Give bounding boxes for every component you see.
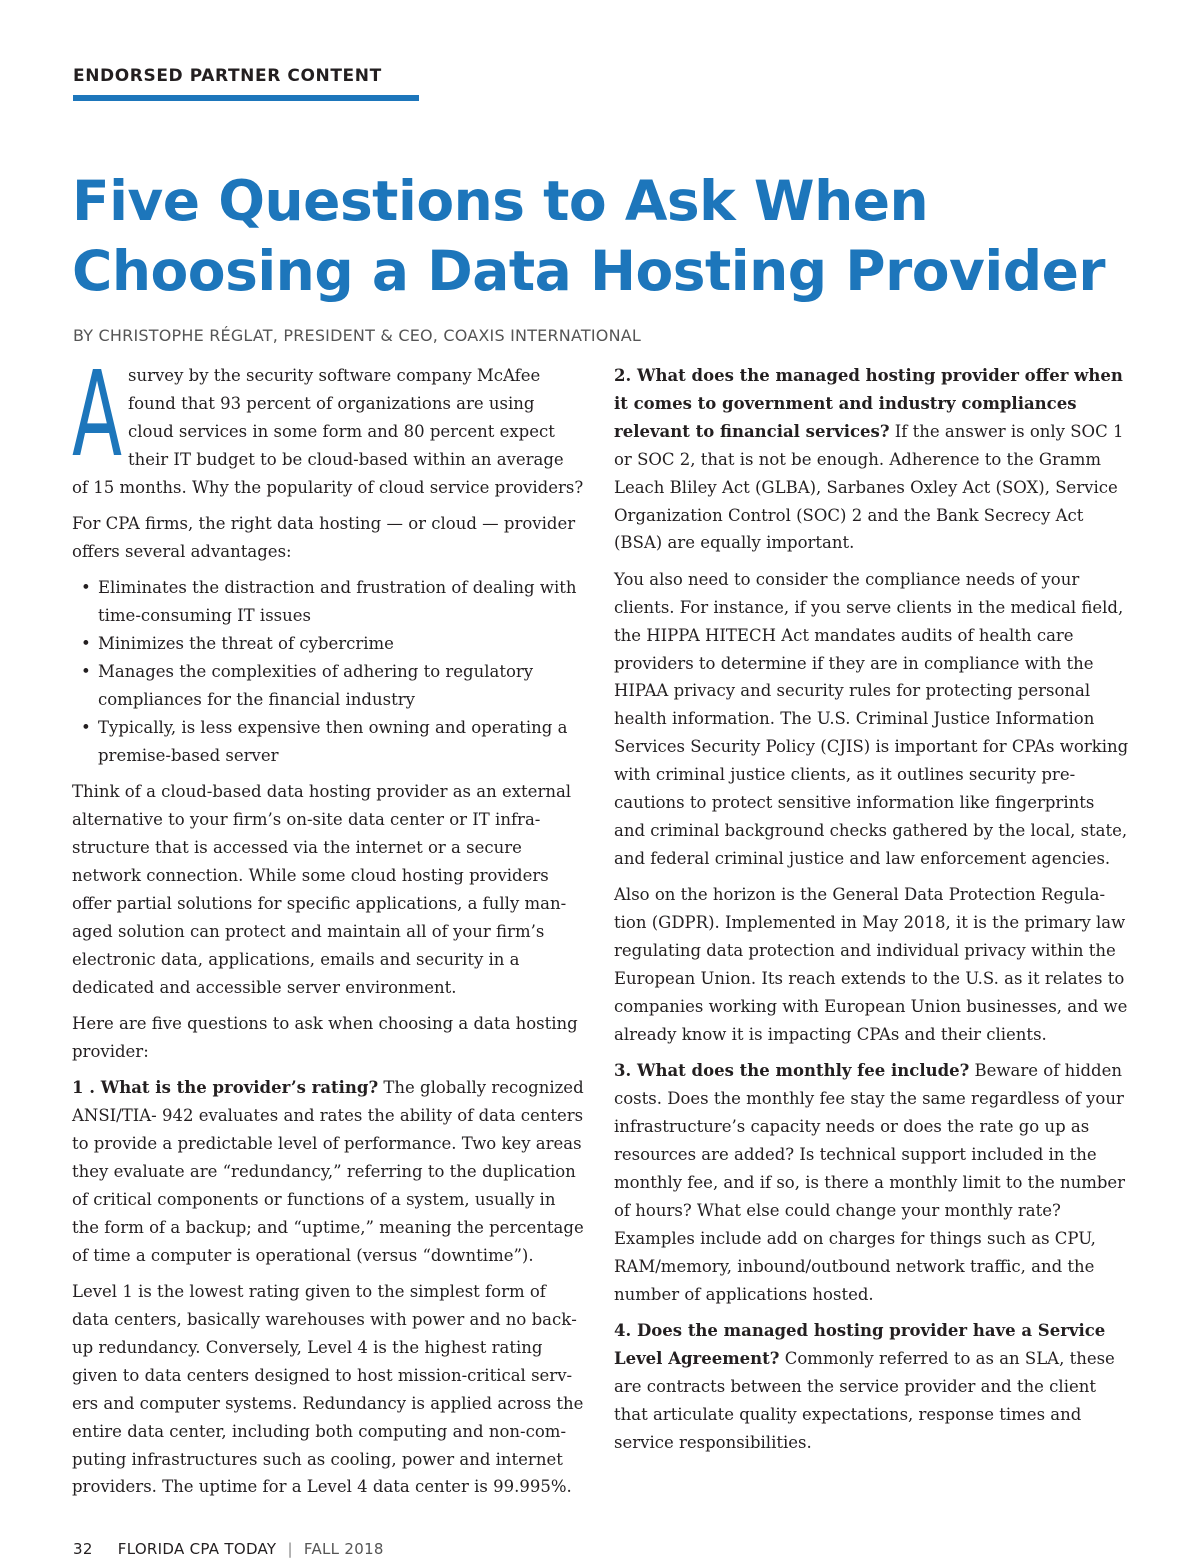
right-column xyxy=(614,362,1130,1465)
list-item: • Minimizes the threat of cybercrime xyxy=(72,630,584,658)
question-3-text: Beware of hidden costs. Does the monthly fee stay the same regardless of your infrastructure’s capacity needs or does the rate go up as resources are added? Is technical support included in the monthly fee, and if so, is there a monthly limit to the number of hours? What else could change your monthly rate? Examples include add on charges for things such as CPU, RAM/memory, inbound/outbound network traffic, and the number of applications hosted. xyxy=(614,1061,1126,1304)
footer-separator: | xyxy=(287,1540,293,1558)
here-paragraph: Here are five questions to ask when choosing a data hosting provider: xyxy=(72,1013,578,1061)
level-paragraph: Level 1 is the lowest rating given to the simplest form of data centers, basically warehouses with power and no backup redundancy. Conversely, Level 4 is the highest rating given to data centers designed to host mission-critical servers and computer systems. Redundancy is applied across the entire data center, including both computing and non-computing infrastructures such as cooling, power and internet providers. The uptime for a Level 4 data center is 99.995%. xyxy=(72,1282,584,1497)
question-2-heading: 2. What does the managed hosting provider offer when it comes to government and industry compliances relevant to financial services? xyxy=(614,366,1123,441)
publication-name: FLORIDA CPA TODAY xyxy=(117,1540,277,1558)
clients-paragraph: You also need to consider the compliance needs of your clients. For instance, if you serve clients in the medical field, the HIPPA HITECH Act mandates audits of health care providers to determine if they are in compliance with the HIPAA privacy and security rules for protecting personal health information. The U.S. Criminal Justice Information Services Security Policy (CJIS) is important for CPAs working with criminal justice clients, as it outlines security precautions to protect sensitive information like fingerprints and criminal background checks gathered by the local, state, and federal criminal justice and law enforcement agencies. xyxy=(614,569,1129,868)
question-3-heading: 3. What does the monthly fee include? xyxy=(614,1061,970,1081)
section-tag: ENDORSED PARTNER CONTENT xyxy=(73,66,382,86)
byline: BY CHRISTOPHE RÉGLAT, PRESIDENT & CEO, COAXIS INTERNATIONAL xyxy=(73,326,641,345)
question-1-heading: 1 . What is the provider’s rating? xyxy=(72,1078,379,1098)
question-2-text: If the answer is only SOC 1 or SOC 2, that is not be enough. Adherence to the Gramm Leach Bliley Act (GLBA), Sarbanes Oxley Act (SOX), Service Organization Control (SOC) 2 and the Bank Secrecy Act (BSA) are equally important. xyxy=(614,421,1124,553)
intro-text: survey by the security software company McAfee found that 93 percent of organizations are using cloud services in some form and 80 percent expect their IT budget to be cloud-based within an average of 15 months. Why the popularity of cloud service providers? xyxy=(72,366,584,497)
question-1 xyxy=(72,1074,584,1269)
advantages-list xyxy=(72,574,584,769)
list-item: • Manages the complexities of adhering to regulatory compliances for the financial industry xyxy=(72,658,584,714)
list-item: • Eliminates the distraction and frustration of dealing with time-consuming IT issues xyxy=(72,574,584,630)
intro-paragraph xyxy=(72,345,584,502)
issue-label: FALL 2018 xyxy=(303,1540,384,1558)
page-footer xyxy=(73,1540,384,1558)
article-title: Five Questions to Ask When Choosing a Data Hosting Provider xyxy=(72,169,1106,303)
question-4 xyxy=(614,1317,1130,1457)
question-4-text: Commonly referred to as an SLA, these are contracts between the service provider and the client that articulate quality expectations, response times and service responsibilities. xyxy=(614,1348,1115,1452)
question-3 xyxy=(614,1057,1130,1308)
advantages-paragraph: For CPA firms, the right data hosting — or cloud — provider offers several advantages: xyxy=(72,514,576,561)
question-4-heading: 4. Does the managed hosting provider have a Service Level Agreement? xyxy=(614,1320,1106,1368)
question-2 xyxy=(614,362,1130,557)
section-tag-underline xyxy=(73,95,419,101)
left-column xyxy=(72,345,584,1510)
question-1-text: The globally recognized ANSI/TIA- 942 evaluates and rates the ability of data centers to provide a predictable level of performance. Two key areas they evaluate are “redundancy,” referring to the duplication of critical components or functions of a system, usually in the form of a backup; and “uptime,” meaning the percentage of time a computer is operational (versus “downtime”). xyxy=(72,1078,584,1265)
list-item: • Typically, is less expensive then owning and operating a premise-based server xyxy=(72,714,584,770)
think-paragraph: Think of a cloud-based data hosting provider as an external alternative to your firm’s on-site data center or IT infrastructure that is accessed via the internet or a secure network connection. While some cloud hosting providers offer partial solutions for specific applications, a fully managed solution can protect and maintain all of your firm’s electronic data, applications, emails and security in a dedicated and accessible server environment. xyxy=(72,782,572,997)
gdpr-paragraph: Also on the horizon is the General Data Protection Regulation (GDPR). Implemented in May 2018, it is the primary law regulating data protection and individual privacy within the European Union. Its reach extends to the U.S. as it relates to companies working with European Union businesses, and we already know it is impacting CPAs and their clients. xyxy=(614,885,1128,1044)
page-number: 32 xyxy=(73,1540,93,1558)
drop-cap: A xyxy=(72,345,123,483)
